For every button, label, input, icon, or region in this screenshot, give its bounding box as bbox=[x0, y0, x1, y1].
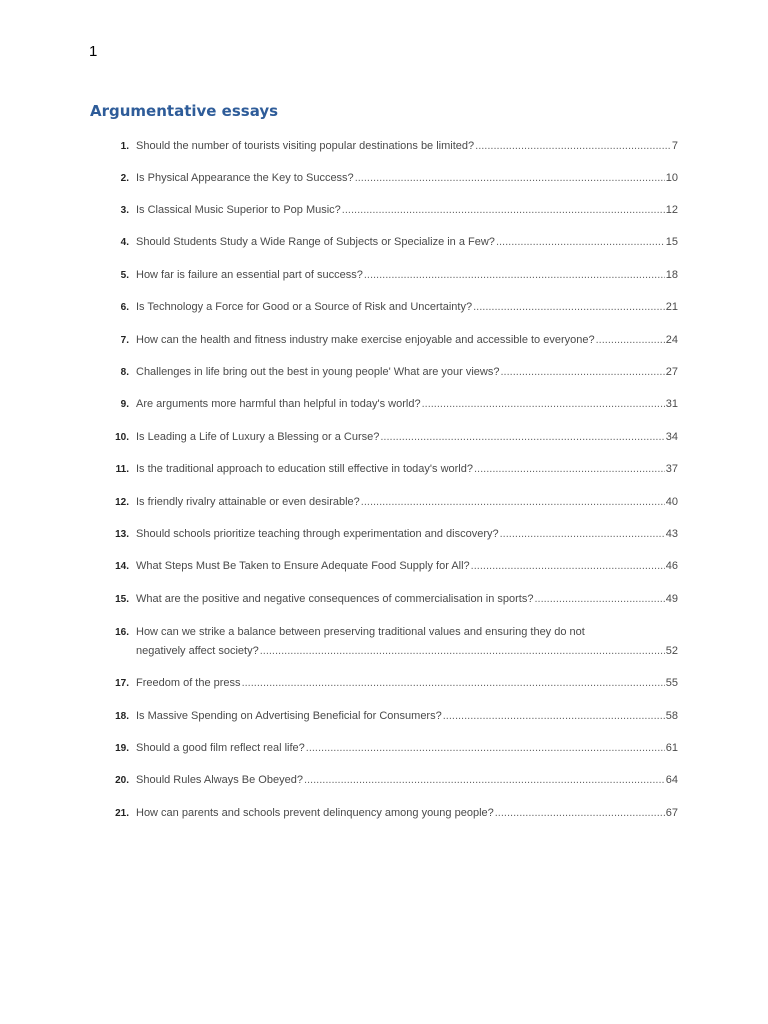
entry-line[interactable] bbox=[136, 807, 678, 819]
dot-leader bbox=[471, 560, 665, 572]
entry-title[interactable]: Should a good film reflect real life? bbox=[136, 742, 305, 754]
entry-number: 15. bbox=[115, 594, 129, 605]
entry-title[interactable]: Challenges in life bring out the best in young people' What are your views? bbox=[136, 366, 500, 378]
entry-number: 9. bbox=[120, 399, 129, 410]
entry-title[interactable]: Should Students Study a Wide Range of Subjects or Specialize in a Few? bbox=[136, 236, 495, 248]
entry-line[interactable] bbox=[136, 398, 678, 410]
entry-line[interactable] bbox=[136, 710, 678, 722]
dot-leader bbox=[495, 807, 665, 819]
entry-line[interactable] bbox=[136, 742, 678, 754]
entry-page-number[interactable]: 52 bbox=[665, 645, 678, 657]
dot-leader bbox=[342, 204, 665, 216]
dot-leader bbox=[534, 593, 664, 605]
entry-number: 2. bbox=[120, 173, 129, 184]
dot-leader bbox=[304, 774, 665, 786]
entry-title[interactable]: What Steps Must Be Taken to Ensure Adequate Food Supply for All? bbox=[136, 560, 470, 572]
entry-line[interactable] bbox=[136, 366, 678, 378]
entry-line[interactable] bbox=[136, 774, 678, 786]
entry-page-number[interactable]: 43 bbox=[665, 528, 678, 540]
entry-number: 7. bbox=[120, 335, 129, 346]
entry-number: 13. bbox=[115, 529, 129, 540]
entry-number: 12. bbox=[115, 497, 129, 508]
entry-line[interactable] bbox=[136, 463, 678, 475]
entry-title[interactable]: Is Massive Spending on Advertising Beneficial for Consumers? bbox=[136, 710, 442, 722]
entry-number: 14. bbox=[115, 561, 129, 572]
page-number: 1 bbox=[89, 43, 98, 60]
entry-page-number[interactable]: 18 bbox=[665, 269, 678, 281]
entry-page-number[interactable]: 24 bbox=[665, 334, 678, 346]
entry-line[interactable] bbox=[136, 528, 678, 540]
entry-title[interactable]: What are the positive and negative consequences of commercialisation in sports? bbox=[136, 593, 534, 605]
entry-line[interactable] bbox=[136, 301, 678, 313]
entry-page-number[interactable]: 61 bbox=[665, 742, 678, 754]
entry-line[interactable] bbox=[136, 269, 678, 281]
dot-leader bbox=[242, 677, 665, 689]
entry-number: 10. bbox=[115, 432, 129, 443]
entry-page-number[interactable]: 55 bbox=[665, 677, 678, 689]
entry-line[interactable] bbox=[136, 431, 678, 443]
entry-number: 20. bbox=[115, 775, 129, 786]
entry-page-number[interactable]: 46 bbox=[665, 560, 678, 572]
dot-leader bbox=[380, 431, 664, 443]
entry-line[interactable] bbox=[136, 140, 678, 152]
entry-number: 4. bbox=[120, 237, 129, 248]
entry-number: 17. bbox=[115, 678, 129, 689]
entry-page-number[interactable]: 49 bbox=[665, 593, 678, 605]
entry-title[interactable]: Is Physical Appearance the Key to Success? bbox=[136, 172, 354, 184]
dot-leader bbox=[443, 710, 665, 722]
dot-leader bbox=[473, 301, 665, 313]
entry-line[interactable] bbox=[136, 677, 678, 689]
entry-page-number[interactable]: 15 bbox=[665, 236, 678, 248]
entry-number: 5. bbox=[120, 270, 129, 281]
entry-line[interactable] bbox=[136, 560, 678, 572]
entry-title-line-1[interactable]: How can we strike a balance between preserving traditional values and ensuring they do not bbox=[136, 626, 585, 638]
entry-number: 6. bbox=[120, 302, 129, 313]
section-heading: Argumentative essays bbox=[90, 102, 279, 120]
entry-title[interactable]: Are arguments more harmful than helpful in today's world? bbox=[136, 398, 421, 410]
entry-title[interactable]: How can parents and schools prevent delinquency among young people? bbox=[136, 807, 494, 819]
entry-title[interactable]: Is Technology a Force for Good or a Source of Risk and Uncertainty? bbox=[136, 301, 473, 313]
dot-leader bbox=[596, 334, 665, 346]
entry-page-number[interactable]: 67 bbox=[665, 807, 678, 819]
dot-leader bbox=[500, 366, 664, 378]
entry-title[interactable]: How can the health and fitness industry make exercise enjoyable and accessible to everyone? bbox=[136, 334, 595, 346]
entry-title[interactable]: Should Rules Always Be Obeyed? bbox=[136, 774, 303, 786]
dot-leader bbox=[306, 742, 665, 754]
entry-title[interactable]: Is friendly rivalry attainable or even desirable? bbox=[136, 496, 360, 508]
entry-line[interactable] bbox=[136, 593, 678, 605]
entry-number: 3. bbox=[120, 205, 129, 216]
entry-number: 19. bbox=[115, 743, 129, 754]
entry-line[interactable] bbox=[136, 204, 678, 216]
entry-line[interactable] bbox=[136, 645, 678, 657]
dot-leader bbox=[475, 140, 671, 152]
entry-title[interactable]: Freedom of the press bbox=[136, 677, 241, 689]
entry-title[interactable]: Is the traditional approach to education still effective in today's world? bbox=[136, 463, 473, 475]
entry-page-number[interactable]: 12 bbox=[665, 204, 678, 216]
entry-page-number[interactable]: 31 bbox=[665, 398, 678, 410]
entry-title[interactable]: Is Classical Music Superior to Pop Music? bbox=[136, 204, 341, 216]
entry-page-number[interactable]: 58 bbox=[665, 710, 678, 722]
entry-line[interactable] bbox=[136, 172, 678, 184]
entry-title[interactable]: Should the number of tourists visiting popular destinations be limited? bbox=[136, 140, 475, 152]
dot-leader bbox=[496, 236, 665, 248]
entry-page-number[interactable]: 7 bbox=[671, 140, 678, 152]
dot-leader bbox=[474, 463, 665, 475]
entry-page-number[interactable]: 10 bbox=[665, 172, 678, 184]
dot-leader bbox=[260, 645, 665, 657]
entry-title[interactable]: How far is failure an essential part of success? bbox=[136, 269, 363, 281]
entry-title-line-2[interactable]: negatively affect society? bbox=[136, 645, 259, 657]
dot-leader bbox=[422, 398, 665, 410]
entry-page-number[interactable]: 37 bbox=[665, 463, 678, 475]
entry-page-number[interactable]: 27 bbox=[665, 366, 678, 378]
entry-number: 11. bbox=[115, 464, 129, 475]
entry-page-number[interactable]: 40 bbox=[665, 496, 678, 508]
entry-page-number[interactable]: 64 bbox=[665, 774, 678, 786]
entry-title[interactable]: Should schools prioritize teaching through experimentation and discovery? bbox=[136, 528, 499, 540]
entry-number: 21. bbox=[115, 808, 129, 819]
entry-line[interactable] bbox=[136, 334, 678, 346]
entry-title[interactable]: Is Leading a Life of Luxury a Blessing or a Curse? bbox=[136, 431, 380, 443]
dot-leader bbox=[355, 172, 665, 184]
dot-leader bbox=[500, 528, 665, 540]
entry-number: 8. bbox=[120, 367, 129, 378]
entry-line[interactable] bbox=[136, 496, 678, 508]
dot-leader bbox=[364, 269, 665, 281]
entry-page-number[interactable]: 34 bbox=[665, 431, 678, 443]
entry-line[interactable] bbox=[136, 236, 678, 248]
entry-number: 16. bbox=[115, 627, 129, 638]
entry-number: 18. bbox=[115, 711, 129, 722]
entry-page-number[interactable]: 21 bbox=[665, 301, 678, 313]
dot-leader bbox=[361, 496, 665, 508]
entry-number: 1. bbox=[120, 141, 129, 152]
